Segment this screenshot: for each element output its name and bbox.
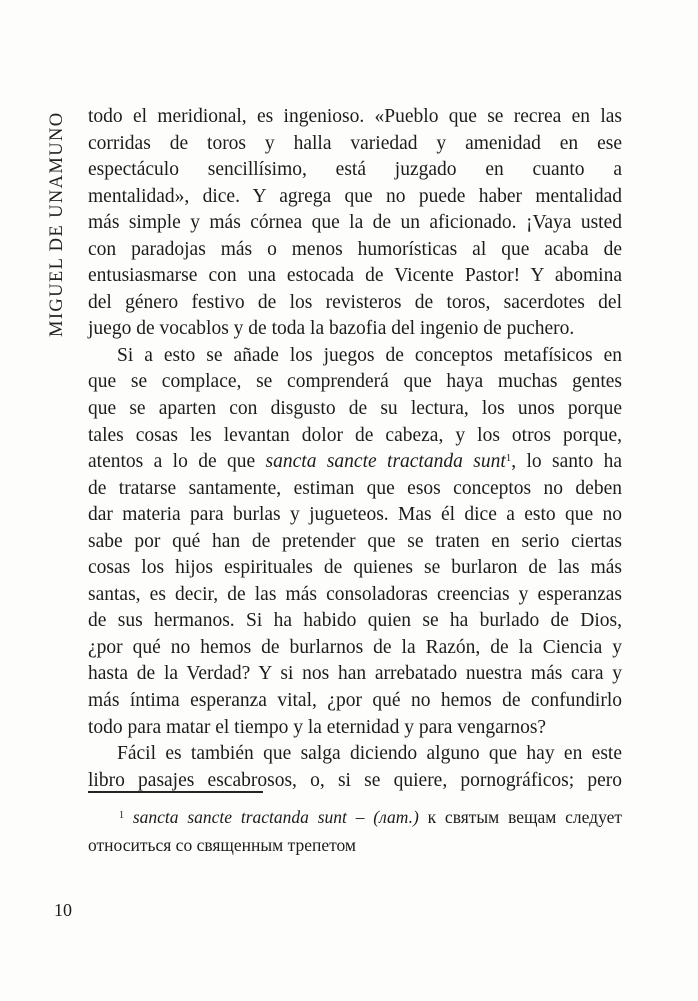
text-line-content xyxy=(88,504,622,525)
text-line xyxy=(88,529,622,556)
text-segment: todo el meridional, es ingenioso. «Pueblo que se recrea en las xyxy=(88,106,622,127)
text-line xyxy=(88,423,622,450)
text-segment: que se complace, se comprenderá que haya muchas gentes xyxy=(88,371,622,393)
text-line xyxy=(88,343,622,370)
text-line xyxy=(88,316,622,343)
text-line xyxy=(88,582,622,609)
text-line-content xyxy=(117,345,622,366)
text-segment: Si a esto se añade los juegos de conceptos metafísicos en xyxy=(117,344,622,366)
text-line-content xyxy=(88,425,622,446)
text-line xyxy=(88,131,622,158)
text-line-content xyxy=(88,557,622,578)
text-line xyxy=(88,157,622,184)
text-line xyxy=(88,608,622,635)
text-line-content xyxy=(88,398,622,419)
text-segment: del género festivo de los revisteros de toros, sacerdotes del xyxy=(88,291,622,313)
text-line-content xyxy=(88,478,622,499)
text-segment: que se aparten con disgusto de su lectura, los unos porque xyxy=(88,398,622,420)
text-segment: к святым вещам следует xyxy=(418,807,623,827)
text-line xyxy=(88,104,622,131)
text-segment: , lo santo ha xyxy=(511,451,623,473)
text-segment: todo para matar el tiempo y la eternidad y para vengarnos? xyxy=(88,716,547,738)
text-line xyxy=(88,555,622,582)
text-segment: entusiasmarse con una estocada de Vicente Pastor! Y abomina xyxy=(88,265,622,287)
text-segment: cosas los hijos espirituales de quienes se burlaron de las más xyxy=(88,557,622,579)
text-line-content xyxy=(88,717,546,738)
text-line xyxy=(88,369,622,396)
text-segment: corridas de toros y halla variedad y amenidad en ese xyxy=(88,132,622,154)
text-line xyxy=(88,661,622,688)
text-line xyxy=(88,449,622,476)
text-line-content xyxy=(88,159,622,180)
text-line-content xyxy=(88,531,622,552)
text-line-content xyxy=(117,743,622,764)
text-line xyxy=(88,290,622,317)
text-line-content xyxy=(119,807,622,827)
text-line xyxy=(88,715,622,742)
text-line-content xyxy=(88,637,622,658)
text-line-content xyxy=(88,610,622,631)
text-line-content xyxy=(88,186,622,207)
text-line xyxy=(88,237,622,264)
text-line xyxy=(88,635,622,662)
text-line-content xyxy=(88,690,622,711)
text-line-content xyxy=(88,663,622,684)
text-segment: Fácil es también que salga diciendo alguno que hay en este xyxy=(117,743,622,765)
text-line-content xyxy=(88,584,622,605)
text-segment: ¿por qué no hemos de burlarnos de la Razón, de la Ciencia y xyxy=(88,636,622,658)
text-line-content xyxy=(88,212,622,233)
text-line xyxy=(88,741,622,768)
text-segment: juego de vocablos y de toda la bazofia del ingenio de puchero. xyxy=(88,318,575,340)
text-segment: libro pasajes escabrosos, o, si se quiere, pornográficos; pero xyxy=(88,769,622,791)
text-segment xyxy=(124,807,133,827)
text-line xyxy=(88,688,622,715)
italic-segment: sancta sancte tractanda sunt xyxy=(265,451,506,473)
text-line xyxy=(88,502,622,529)
text-line-content xyxy=(88,265,622,286)
text-segment: santas, es decir, de las más consoladoras creencias y esperanzas xyxy=(88,583,622,605)
text-segment: con paradojas más o menos humorísticas al que acaba de xyxy=(88,238,622,260)
text-line-content xyxy=(88,133,622,154)
text-line-content xyxy=(88,318,574,339)
text-segment: mentalidad», dice. Y agrega que no puede haber mentalidad xyxy=(88,185,622,207)
text-segment: относиться со священным трепетом xyxy=(88,835,357,855)
text-line-content xyxy=(88,451,622,472)
superscript-marker: 1 xyxy=(119,810,124,821)
text-line xyxy=(88,476,622,503)
text-segment: hasta de la Verdad? Y si nos han arrebatado nuestra más cara y xyxy=(88,663,622,685)
text-line xyxy=(88,831,622,859)
margin-author-text: MIGUEL DE UNAMUNO xyxy=(47,111,67,337)
page-number: 10 xyxy=(54,900,72,920)
text-segment: de tratarse santamente, estiman que esos conceptos no deben xyxy=(88,477,622,499)
text-segment: tales cosas les levantan dolor de cabeza, y los otros porque, xyxy=(88,424,622,446)
text-line xyxy=(88,396,622,423)
text-line xyxy=(88,803,622,831)
text-segment: espectáculo sencillísimo, está juzgado en cuanto a xyxy=(88,159,622,181)
body-text xyxy=(88,104,622,794)
text-line-content xyxy=(88,371,622,392)
superscript-marker: 1 xyxy=(505,452,512,465)
footnote xyxy=(88,803,622,859)
text-segment: más íntima esperanza vital, ¿por qué no hemos de confundirlo xyxy=(88,690,622,712)
text-line-content xyxy=(88,770,622,791)
text-line-content xyxy=(88,106,622,127)
text-line xyxy=(88,184,622,211)
margin-author xyxy=(47,97,77,337)
text-line xyxy=(88,263,622,290)
text-segment: de sus hermanos. Si ha habido quien se ha burlado de Dios, xyxy=(88,610,622,632)
italic-segment: sancta sancte tractanda sunt – (лат.) xyxy=(132,807,419,827)
text-line-content xyxy=(88,835,356,855)
text-segment: atentos a lo de que xyxy=(88,451,266,473)
text-line xyxy=(88,210,622,237)
footnote-rule xyxy=(88,791,263,793)
text-line-content xyxy=(88,239,622,260)
text-line-content xyxy=(88,292,622,313)
text-segment: sabe por qué han de pretender que se traten en serio ciertas xyxy=(88,530,622,552)
text-segment: más simple y más córnea que la de un aficionado. ¡Vaya usted xyxy=(88,212,622,234)
text-segment: dar materia para burlas y jugueteos. Mas él dice a esto que no xyxy=(88,504,622,526)
